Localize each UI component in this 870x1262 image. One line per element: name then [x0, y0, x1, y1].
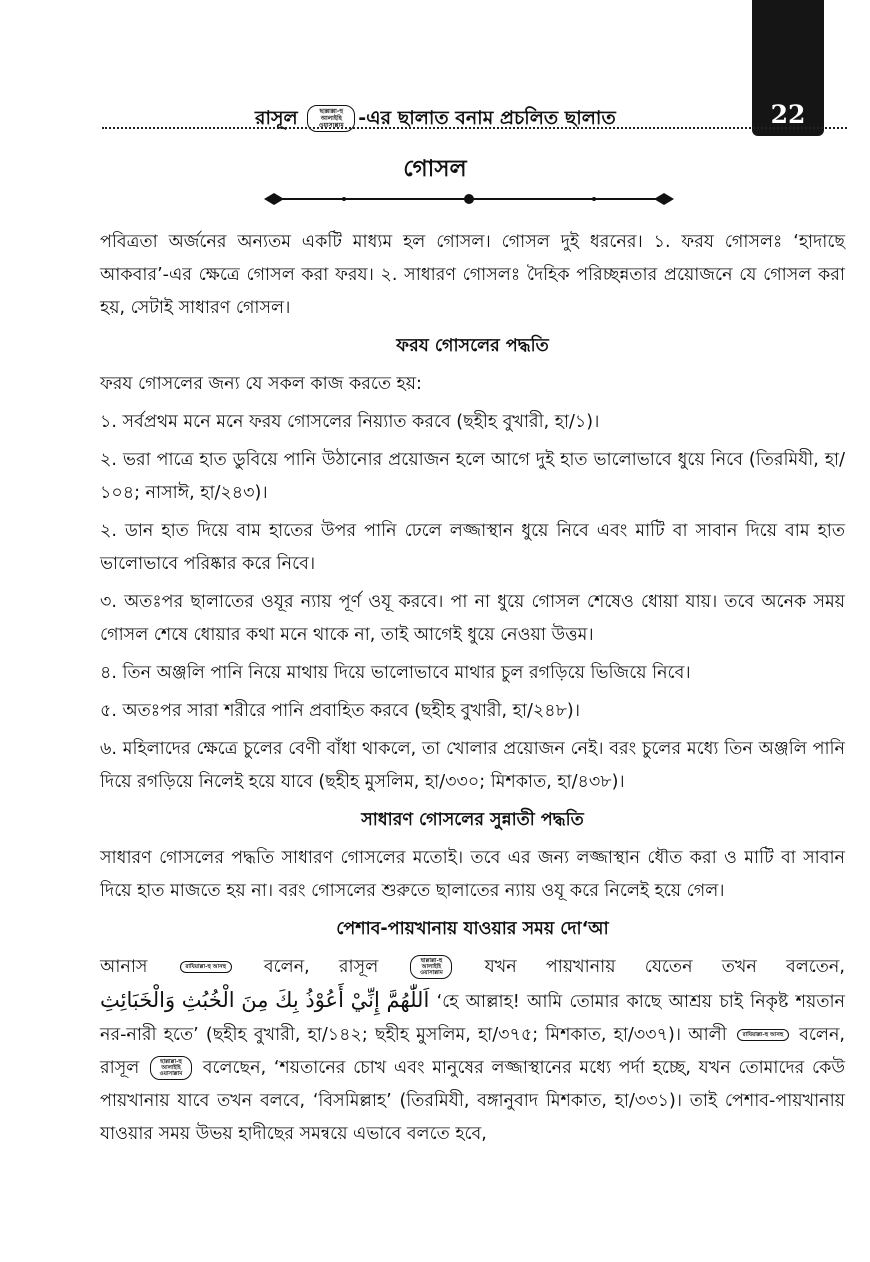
subheading-general-method: সাধারণ গোসলের সুন্নাতী পদ্ধতি [361, 810, 584, 830]
section-title: গোসল [403, 156, 467, 182]
honorific-seal: ছাল্লাল্লা-হু আলাইহি ওয়াসাল্লাম [307, 105, 355, 132]
subheading-farz-method: ফরয গোসলের পদ্ধতি [396, 336, 549, 356]
running-header [255, 104, 735, 136]
dua-text: বলেছেন, ‘শয়তানের চোখ এবং মানুষের লজ্জাস্থানের মধ্যে পর্দা হচ্ছে, যখন তোমাদের কেউ পায়খানায় যাবে তখন বলবে, ‘বিসমিল্লাহ’ (তিরমিযী, বঙ্গানুবাদ মিশকাত, হা/৩৩১)। তাই পেশাব-পায়খানায় যাওয়ার সময় উভয় হাদীছের সমন্বয়ে এভাবে বলতে হবে, [100, 1058, 845, 1144]
page-number: 22 [770, 100, 806, 129]
list-intro: ফরয গোসলের জন্য যে সকল কাজ করতে হয়: [100, 374, 422, 394]
list-item: ৩. অতঃপর ছালাতের ওযূর ন্যায় পূর্ণ ওযূ করবে। পা না ধুয়ে গোসল শেষেও ধোয়া যায়। তবে অনেক সময় গোসল শেষে ধোয়ার কথা মনে থাকে না, তাই আগেই ধুয়ে নেওয়া উত্তম। [100, 592, 845, 645]
page-number-tab [752, 0, 824, 136]
header-title-prefix: রাসূল [255, 107, 298, 129]
dua-text: বলেন, রাসূল [100, 1025, 845, 1078]
header-divider [102, 127, 847, 129]
dua-text: যখন পায়খানায় যেতেন তখন বলতেন, [484, 957, 845, 977]
list-item: ৬. মহিলাদের ক্ষেত্রে চুলের বেণী বাঁধা থাকলে, তা খোলার প্রয়োজন নেই। বরং চুলের মধ্যে তিন অঞ্জলি পানি দিয়ে রগড়িয়ে নিলেই হয়ে যাবে (ছহীহ মুসলিম, হা/৩৩০; মিশকাত, হা/৪৩৮)। [100, 739, 845, 792]
dua-translation: ‘হে আল্লাহ! আমি তোমার কাছে আশ্রয় চাই নিকৃষ্ট শয়তান নর-নারী হতে’ (ছহীহ বুখারী, হা/১৪২; ছহীহ মুসলিম, হা/৩৭৫; মিশকাত, হা/৩৩৭)। [100, 992, 845, 1045]
list-item: ২. ভরা পাত্রে হাত ডুবিয়ে পানি উঠানোর প্রয়োজন হলে আগে দুই হাত ভালোভাবে ধুয়ে নিবে (তিরমিযী, হা/১০৪; নাসাঈ, হা/২৪৩)। [100, 450, 845, 503]
honorific-seal: রাযিয়াল্লা-হু আনহু [737, 1029, 789, 1041]
honorific-seal: রাযিয়াল্লা-হু আনহু [180, 961, 232, 973]
general-paragraph: সাধারণ গোসলের পদ্ধতি সাধারণ গোসলের মতোই। তবে এর জন্য লজ্জাস্থান ধৌত করা ও মাটি বা সাবান দিয়ে হাত মাজতে হয় না। বরং গোসলের শুরুতে ছালাতের ন্যায় ওযূ করে নিলেই হয়ে গেল। [100, 848, 845, 901]
list-item: ৫. অতঃপর সারা শরীরে পানি প্রবাহিত করবে (ছহীহ বুখারী, হা/২৪৮)। [100, 701, 581, 721]
narrator-name: আলী [688, 1025, 727, 1045]
honorific-seal: ছাল্লাল্লা-হু আলাইহি ওয়াসাল্লাম [150, 1056, 192, 1080]
arabic-dua: اَللّٰهُمَّ إِنِّيْ أَعُوْذُ بِكَ مِنَ الْخُبُثِ وَالْخَبَائِثِ [100, 988, 430, 1012]
dua-text: বলেন, রাসূল [263, 957, 379, 977]
ornamental-divider [264, 188, 674, 210]
list-item: ৪. তিন অঞ্জলি পানি নিয়ে মাথায় দিয়ে ভালোভাবে মাথার চুল রগড়িয়ে ভিজিয়ে নিবে। [100, 663, 691, 683]
article-body [100, 226, 845, 1156]
intro-paragraph: পবিত্রতা অর্জনের অন্যতম একটি মাধ্যম হল গোসল। গোসল দুই ধরনের। ১. ফরয গোসলঃ ‘হাদাছে আকবার’-এর ক্ষেত্রে গোসল করা ফরয। ২. সাধারণ গোসলঃ দৈহিক পরিচ্ছন্নতার প্রয়োজনে যে গোসল করা হয়, সেটাই সাধারণ গোসল। [100, 232, 845, 318]
list-item: ১. সর্বপ্রথম মনে মনে ফরয গোসলের নিয়্যাত করবে (ছহীহ বুখারী, হা/১)। [100, 412, 600, 432]
list-item: ২. ডান হাত দিয়ে বাম হাতের উপর পানি ঢেলে লজ্জাস্থান ধুয়ে নিবে এবং মাটি বা সাবান দিয়ে বাম হাত ভালোভাবে পরিষ্কার করে নিবে। [100, 521, 845, 574]
narrator-name: আনাস [100, 957, 148, 977]
subheading-toilet-dua: পেশাব-পায়খানায় যাওয়ার সময় দো‘আ [336, 919, 609, 939]
dua-paragraph [100, 951, 845, 1151]
honorific-seal: ছাল্লাল্লা-হু আলাইহি ওয়াসাল্লাম [410, 955, 452, 979]
header-title-suffix: -এর ছালাত বনাম প্রচলিত ছালাত [358, 107, 616, 129]
